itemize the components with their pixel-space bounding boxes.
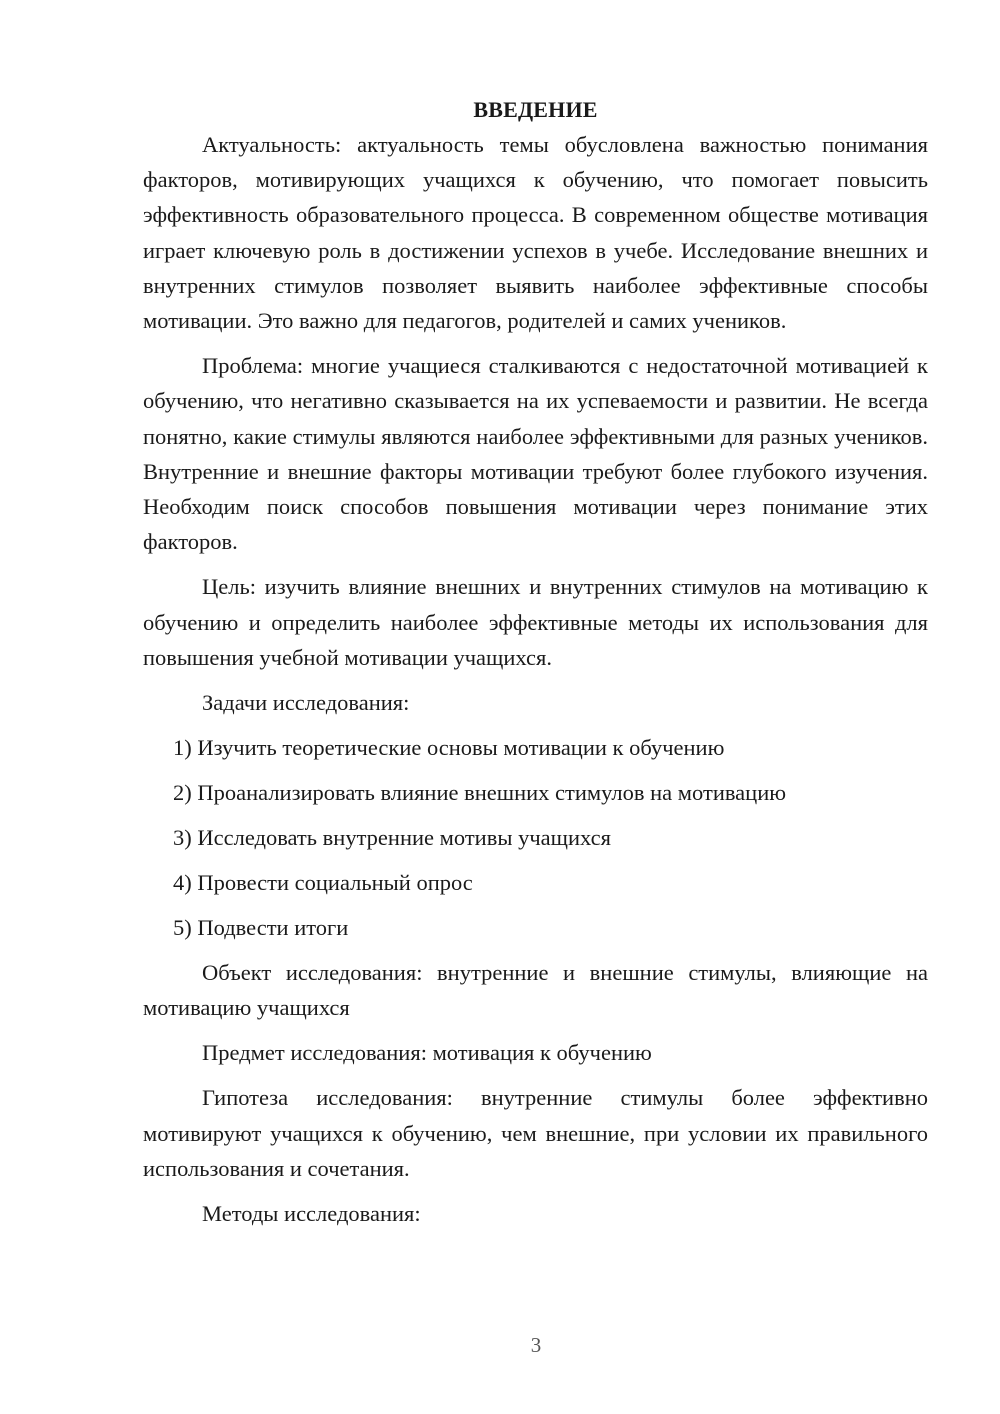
list-item: 1) Изучить теоретические основы мотивации к обучению — [173, 735, 725, 761]
tasks-label: Задачи исследования: — [202, 690, 410, 716]
list-item: 2) Проанализировать влияние внешних стимулов на мотивацию — [173, 780, 787, 806]
subject-paragraph: Предмет исследования: мотивация к обучению — [202, 1040, 652, 1066]
object-paragraph: Объект исследования: внутренние и внешние стимулы, влияющие на мотивацию учащихся — [143, 960, 928, 1021]
methods-label: Методы исследования: — [202, 1201, 421, 1227]
problem-paragraph: Проблема: многие учащиеся сталкиваются с недостаточной мотивацией к обучению, что негативно сказывается на их успеваемости и развитии. Не всегда понятно, какие стимулы являются наиболее эффективными для разных учеников. Внутренние и внешние факторы мотивации требуют более глубокого изучения. Необходим поиск способов повышения мотивации через понимание этих факторов. — [143, 353, 928, 555]
page-number: 3 — [530, 1333, 542, 1357]
list-item: 5) Подвести итоги — [173, 915, 349, 941]
document-page — [143, 92, 928, 1231]
relevance-paragraph: Актуальность: актуальность темы обусловлена важностью понимания факторов, мотивирующих учащихся к обучению, что помогает повысить эффективность образовательного процесса. В современном обществе мотивация играет ключевую роль в достижении успехов в учебе. Исследование внешних и внутренних стимулов позволяет выявить наиболее эффективные способы мотивации. Это важно для педагогов, родителей и самих учеников. — [143, 132, 928, 334]
goal-paragraph: Цель: изучить влияние внешних и внутренних стимулов на мотивацию к обучению и определить наиболее эффективные методы их использования для повышения учебной мотивации учащихся. — [143, 574, 928, 670]
section-heading: ВВЕДЕНИЕ — [473, 97, 598, 122]
list-item: 3) Исследовать внутренние мотивы учащихся — [173, 825, 611, 851]
hypothesis-paragraph: Гипотеза исследования: внутренние стимулы более эффективно мотивируют учащихся к обучению, чем внешние, при условии их правильного использования и сочетания. — [143, 1085, 928, 1181]
list-item: 4) Провести социальный опрос — [173, 870, 473, 896]
tasks-list — [143, 730, 928, 945]
